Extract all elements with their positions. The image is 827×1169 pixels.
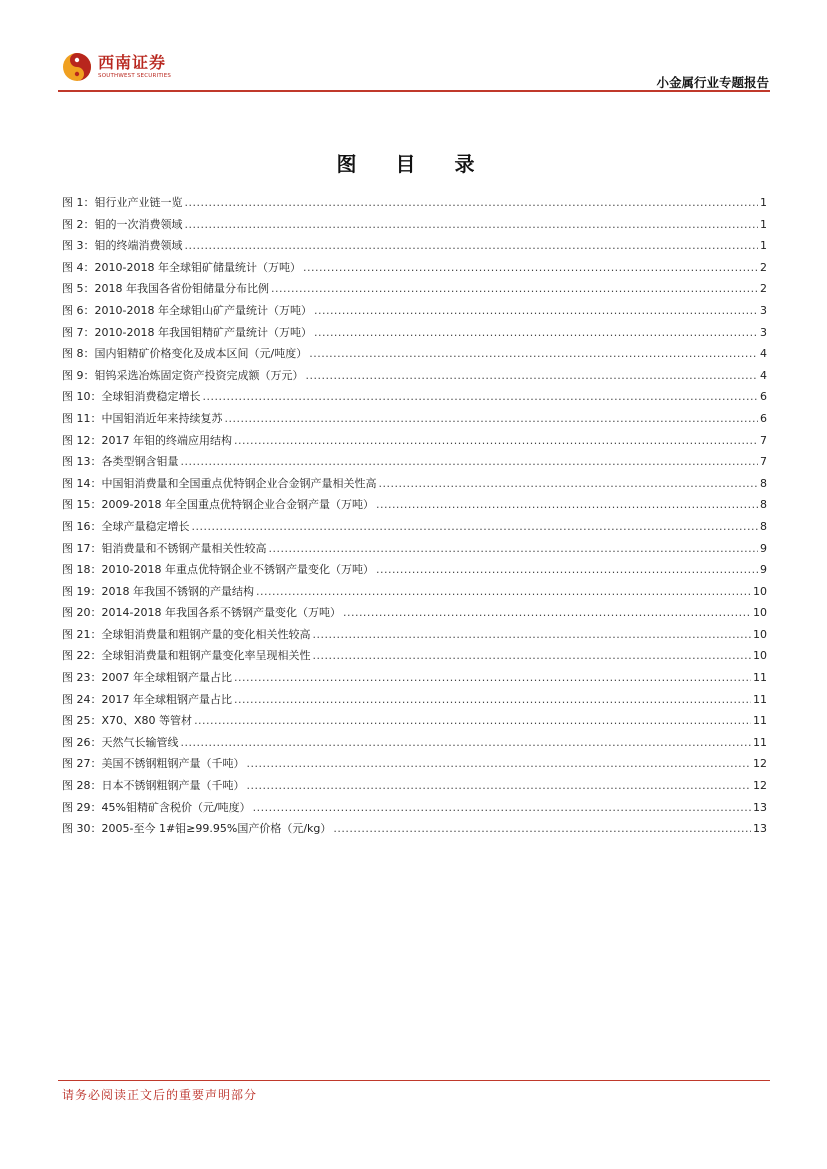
toc-entry-label: 图 17：钼消费量和不锈钢产量相关性较高 bbox=[62, 541, 267, 555]
toc-entry-label: 图 8：国内钼精矿价格变化及成本区间（元/吨度） bbox=[62, 347, 308, 361]
toc-dot-leader bbox=[247, 775, 752, 797]
toc-entry-page: 3 bbox=[760, 325, 767, 339]
toc-dot-leader bbox=[309, 343, 758, 365]
toc-entry-page: 7 bbox=[760, 433, 767, 447]
toc-entry-page: 2 bbox=[760, 260, 767, 274]
page-title: 图 目 录 bbox=[336, 152, 491, 176]
toc-entry[interactable] bbox=[62, 710, 767, 732]
toc-dot-leader bbox=[234, 689, 751, 711]
toc-entry-label: 图 3：钼的终端消费领域 bbox=[62, 239, 183, 253]
toc-entry-page: 3 bbox=[760, 303, 767, 317]
toc-dot-leader bbox=[247, 753, 752, 775]
toc-dot-leader bbox=[181, 732, 752, 754]
toc-entry-page: 9 bbox=[760, 541, 767, 555]
toc-dot-leader bbox=[306, 365, 759, 387]
toc-entry-label: 图 19：2018 年我国不锈钢的产量结构 bbox=[62, 584, 254, 598]
toc-entry-page: 4 bbox=[760, 347, 767, 361]
toc-entry-label: 图 20：2014-2018 年我国各系不锈钢产量变化（万吨） bbox=[62, 606, 341, 620]
toc-entry-label: 图 15：2009-2018 年全国重点优特钢企业合金钢产量（万吨） bbox=[62, 498, 374, 512]
toc-entry-label: 图 10：全球钼消费稳定增长 bbox=[62, 390, 201, 404]
toc-entry-label: 图 16：全球产量稳定增长 bbox=[62, 519, 190, 533]
toc-entry-label: 图 26：天然气长输管线 bbox=[62, 735, 179, 749]
toc-entry[interactable] bbox=[62, 430, 767, 452]
toc-entry[interactable] bbox=[62, 818, 767, 840]
toc-entry-label: 图 2：钼的一次消费领域 bbox=[62, 217, 183, 231]
toc-entry-label: 图 30：2005-至今 1#钼≥99.95%国产价格（元/kg） bbox=[62, 822, 332, 836]
toc-entry-page: 1 bbox=[760, 217, 767, 231]
report-type-label: 小金属行业专题报告 bbox=[656, 75, 769, 90]
toc-entry-page: 2 bbox=[760, 282, 767, 296]
toc-dot-leader bbox=[343, 602, 751, 624]
toc-entry-page: 4 bbox=[760, 368, 767, 382]
toc-dot-leader bbox=[256, 581, 751, 603]
toc-entry-page: 8 bbox=[760, 498, 767, 512]
toc-dot-leader bbox=[314, 300, 758, 322]
toc-entry[interactable] bbox=[62, 775, 767, 797]
company-logo bbox=[62, 50, 171, 84]
toc-dot-leader bbox=[234, 667, 751, 689]
toc-entry[interactable] bbox=[62, 386, 767, 408]
logo-brand-cn: 西南证券 bbox=[98, 53, 167, 72]
toc-dot-leader bbox=[313, 645, 752, 667]
toc-dot-leader bbox=[192, 516, 759, 538]
footer-divider bbox=[58, 1080, 770, 1081]
toc-entry[interactable] bbox=[62, 624, 767, 646]
toc-entry-label: 图 29：45%钼精矿含税价（元/吨度） bbox=[62, 800, 251, 814]
toc-entry-page: 13 bbox=[753, 800, 767, 814]
toc-dot-leader bbox=[376, 559, 758, 581]
toc-dot-leader bbox=[314, 322, 758, 344]
toc-entry-page: 12 bbox=[753, 779, 767, 793]
toc-entry-page: 7 bbox=[760, 455, 767, 469]
toc-entry-label: 图 14：中国钼消费量和全国重点优特钢企业合金钢产量相关性高 bbox=[62, 476, 377, 490]
toc-entry-page: 13 bbox=[753, 822, 767, 836]
toc-entry-label: 图 4：2010-2018 年全球钼矿储量统计（万吨） bbox=[62, 260, 301, 274]
toc-entry-page: 10 bbox=[753, 649, 767, 663]
toc-entry[interactable] bbox=[62, 516, 767, 538]
toc-entry[interactable] bbox=[62, 278, 767, 300]
toc-entry-label: 图 7：2010-2018 年我国钼精矿产量统计（万吨） bbox=[62, 325, 312, 339]
toc-entry-label: 图 27：美国不锈钢粗钢产量（千吨） bbox=[62, 757, 245, 771]
toc-entry[interactable] bbox=[62, 235, 767, 257]
toc-entry[interactable] bbox=[62, 559, 767, 581]
toc-entry-page: 11 bbox=[753, 735, 767, 749]
toc-entry[interactable] bbox=[62, 365, 767, 387]
toc-dot-leader bbox=[271, 278, 758, 300]
toc-dot-leader bbox=[234, 430, 758, 452]
toc-entry[interactable] bbox=[62, 602, 767, 624]
toc-entry[interactable] bbox=[62, 494, 767, 516]
toc-dot-leader bbox=[185, 235, 759, 257]
toc-entry[interactable] bbox=[62, 753, 767, 775]
toc-entry[interactable] bbox=[62, 645, 767, 667]
figure-toc-list bbox=[62, 192, 767, 840]
toc-entry-label: 图 1：钼行业产业链一览 bbox=[62, 196, 183, 209]
toc-dot-leader bbox=[379, 473, 759, 495]
toc-entry[interactable] bbox=[62, 322, 767, 344]
toc-entry-page: 10 bbox=[753, 606, 767, 620]
toc-entry-page: 1 bbox=[760, 239, 767, 253]
toc-entry[interactable] bbox=[62, 732, 767, 754]
toc-entry[interactable] bbox=[62, 408, 767, 430]
logo-brand-en: SOUTHWEST SECURITIES bbox=[98, 73, 172, 79]
toc-entry-page: 11 bbox=[753, 692, 767, 706]
toc-entry[interactable] bbox=[62, 257, 767, 279]
toc-entry[interactable] bbox=[62, 667, 767, 689]
header-divider bbox=[58, 90, 770, 92]
toc-dot-leader bbox=[303, 257, 758, 279]
toc-dot-leader bbox=[194, 710, 751, 732]
toc-entry-label: 图 12：2017 年钼的终端应用结构 bbox=[62, 433, 232, 447]
toc-entry[interactable] bbox=[62, 538, 767, 560]
toc-dot-leader bbox=[185, 214, 759, 236]
toc-dot-leader bbox=[203, 386, 759, 408]
toc-entry-label: 图 24：2017 年全球粗钢产量占比 bbox=[62, 692, 232, 706]
toc-entry-page: 10 bbox=[753, 584, 767, 598]
toc-entry[interactable] bbox=[62, 797, 767, 819]
toc-entry[interactable] bbox=[62, 214, 767, 236]
toc-entry-label: 图 28：日本不锈钢粗钢产量（千吨） bbox=[62, 779, 245, 793]
toc-entry-label: 图 5：2018 年我国各省份钼储量分布比例 bbox=[62, 282, 269, 296]
toc-entry-label: 图 22：全球钼消费量和粗钢产量变化率呈现相关性 bbox=[62, 649, 311, 663]
toc-entry[interactable] bbox=[62, 192, 767, 214]
toc-entry-page: 9 bbox=[760, 563, 767, 577]
toc-entry-label: 图 11：中国钼消近年来持续复苏 bbox=[62, 411, 223, 425]
toc-entry-page: 1 bbox=[760, 196, 767, 209]
logo-emblem-icon bbox=[62, 52, 92, 82]
toc-dot-leader bbox=[376, 494, 758, 516]
toc-entry-page: 10 bbox=[753, 627, 767, 641]
toc-entry-page: 12 bbox=[753, 757, 767, 771]
toc-entry-label: 图 25：X70、X80 等管材 bbox=[62, 714, 193, 728]
toc-entry-label: 图 6：2010-2018 年全球钼山矿产量统计（万吨） bbox=[62, 303, 312, 317]
toc-entry-page: 6 bbox=[760, 390, 767, 404]
toc-entry-page: 8 bbox=[760, 519, 767, 533]
toc-entry[interactable] bbox=[62, 689, 767, 711]
toc-dot-leader bbox=[333, 818, 751, 840]
footer-notice: 请务必阅读正文后的重要声明部分 bbox=[62, 1088, 258, 1102]
toc-dot-leader bbox=[185, 192, 759, 214]
toc-entry[interactable] bbox=[62, 451, 767, 473]
toc-entry-label: 图 18：2010-2018 年重点优特钢企业不锈钢产量变化（万吨） bbox=[62, 563, 374, 577]
toc-entry-page: 11 bbox=[753, 671, 767, 685]
toc-dot-leader bbox=[225, 408, 759, 430]
toc-entry-page: 6 bbox=[760, 411, 767, 425]
toc-dot-leader bbox=[253, 797, 751, 819]
toc-entry[interactable] bbox=[62, 343, 767, 365]
toc-entry[interactable] bbox=[62, 473, 767, 495]
toc-entry[interactable] bbox=[62, 581, 767, 603]
toc-entry-page: 8 bbox=[760, 476, 767, 490]
toc-entry-label: 图 9：钼钨采选冶炼固定资产投资完成额（万元） bbox=[62, 368, 304, 382]
toc-dot-leader bbox=[313, 624, 752, 646]
toc-dot-leader bbox=[269, 538, 759, 560]
toc-dot-leader bbox=[181, 451, 759, 473]
toc-entry-page: 11 bbox=[753, 714, 767, 728]
toc-entry-label: 图 23：2007 年全球粗钢产量占比 bbox=[62, 671, 232, 685]
toc-entry-label: 图 21：全球钼消费量和粗钢产量的变化相关性较高 bbox=[62, 627, 311, 641]
toc-entry-label: 图 13：各类型钢含钼量 bbox=[62, 455, 179, 469]
toc-entry[interactable] bbox=[62, 300, 767, 322]
